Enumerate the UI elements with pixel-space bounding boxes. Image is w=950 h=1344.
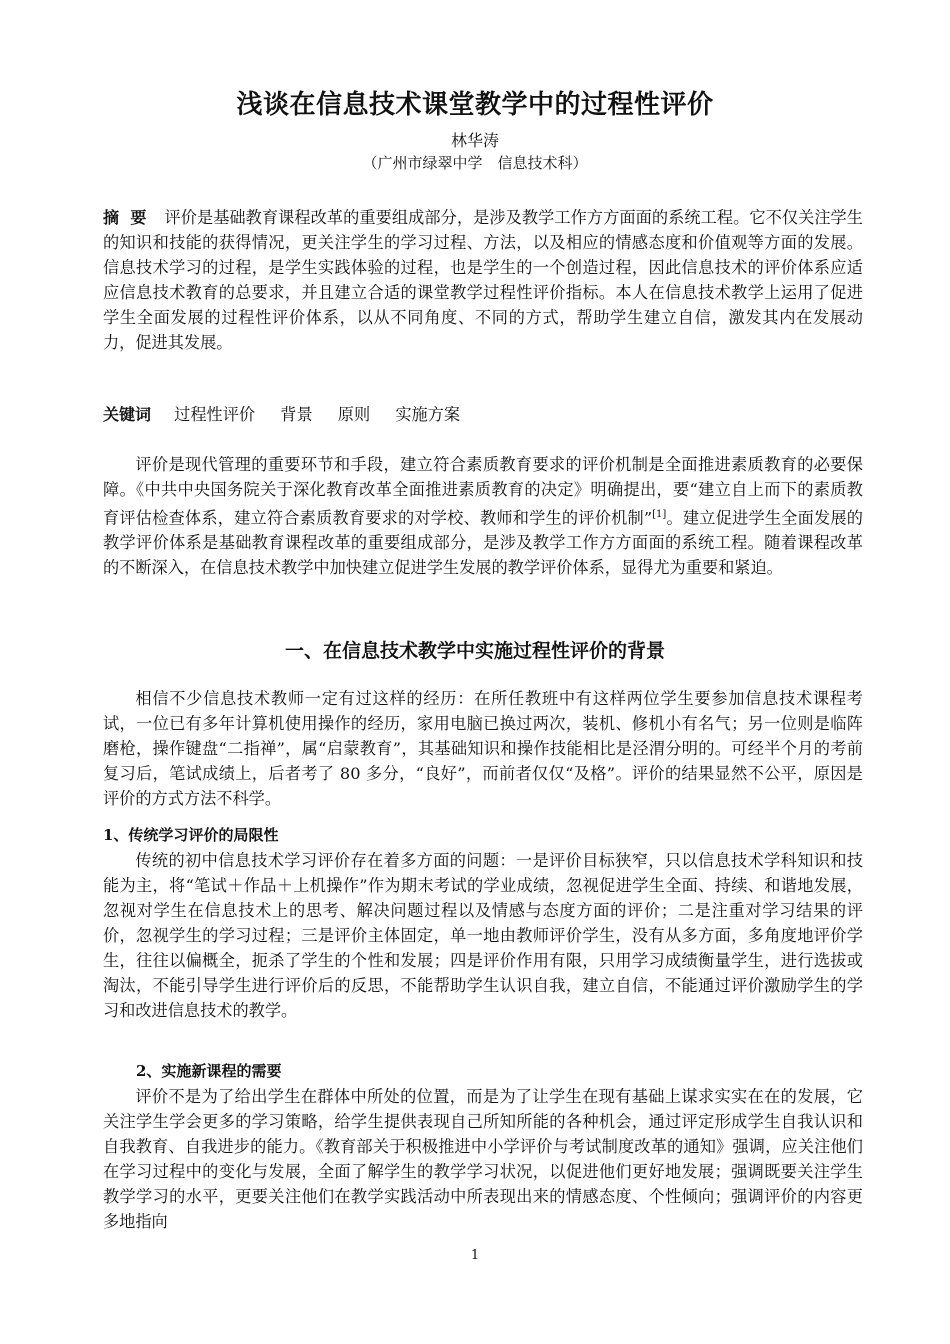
page-number: 1 xyxy=(470,1248,480,1263)
abstract-text: 评价是基础教育课程改革的重要组成部分，是涉及教学工作方方面面的系统工程。它不仅关注学生的知识和技能的获得情况，更关注学生的学习过程、方法，以及相应的情感态度和价值观等方面的发展。信息技术学习的过程，是学生实践体验的过程，也是学生的一个创造过程，因此信息技术的评价体系应适应信息技术教育的总要求，并且建立合适的课堂教学过程性评价指标。本人在信息技术教学上运用了促进学生全面发展的过程性评价体系，以从不同角度、不同的方式，帮助学生建立自信，激发其内在发展动力，促进其发展。 xyxy=(103,208,863,352)
keyword-item: 实施方案 xyxy=(395,405,461,424)
section-paragraph: 相信不少信息技术教师一定有过这样的经历：在所任教班中有这样两位学生要参加信息技术课程考试，一位已有多年计算机使用操作的经历，家用电脑已换过两次，装机、修机小有名气；另一位则是临阵磨枪，操作键盘“二指禅”，属“启蒙教育”，其基础知识和操作技能相比是泾渭分明的。可经半个月的考前复习后，笔试成绩上，后者考了 80 多分，“良好”，而前者仅仅“及格”。评价的结果显然不公平，原因是评价的方式方法不科学。 xyxy=(103,689,863,808)
keyword-item: 背景 xyxy=(280,405,313,424)
section-heading: 一、在信息技术教学中实施过程性评价的背景 xyxy=(284,640,665,662)
abstract-label: 摘 要 xyxy=(103,208,147,227)
page-title: 浅谈在信息技术课堂教学中的过程性评价 xyxy=(236,90,714,120)
citation-ref: [1] xyxy=(652,509,667,520)
author-name: 林华涛 xyxy=(450,131,499,150)
subsection-paragraph: 传统的初中信息技术学习评价存在着多方面的问题：一是评价目标狭窄，只以信息技术学科知识和技能为主，将“笔试＋作品＋上机操作”作为期末考试的学业成绩，忽视促进学生全面、持续、和谐地发展，忽视对学生在信息技术上的思考、解决问题过程以及情感与态度方面的评价；二是注重对学习结果的评价，忽视学生的学习过程；三是评价主体固定，单一地由教师评价学生，没有从多方面，多角度地评价学生，往往以偏概全，扼杀了学生的个性和发展；四是评价作用有限，只用学习成绩衡量学生，进行选拔或淘汰，不能引导学生进行评价后的反思，不能帮助学生认识自我，建立自信，不能通过评价激励学生的学习和改进信息技术的教学。 xyxy=(103,851,863,1020)
subsection-heading: 2、实施新课程的需要 xyxy=(136,1062,282,1080)
author-affiliation: （广州市绿翠中学 信息技术科） xyxy=(362,154,588,172)
subsection-heading: 1、传统学习评价的局限性 xyxy=(103,826,279,844)
abstract-section xyxy=(103,205,863,355)
subsection-paragraph: 评价不是为了给出学生在群体中所处的位置，而是为了让学生在现有基础上谋求实实在在的发展，它关注学生学会更多的学习策略，给学生提供表现自己所知所能的各种机会，通过评定形成学生自我认识和自我教育、自我进步的能力。《教育部关于积极推进中小学评价与考试制度改革的通知》强调，应关注他们在学习过程中的变化与发展，全面了解学生的教学学习状况，以促进他们更好地发展；强调既要关注学生教学学习的水平，更要关注他们在教学实践活动中所表现出来的情感态度、个性倾向；强调评价的内容更多地指向 xyxy=(103,1087,863,1231)
keywords-label: 关键词 xyxy=(103,405,152,424)
keywords-section xyxy=(103,402,863,427)
intro-text-part2: 。建立促进学生全面发展的教学评价体系是基础教育课程改革的重要组成部分，是涉及教学工作方方面面的系统工程。随着课程改革的不断深入，在信息技术教学中加快建立促进学生发展的教学评价体系，显得尤为重要和紧迫。 xyxy=(103,508,863,578)
keyword-item: 原则 xyxy=(337,405,371,424)
intro-paragraph xyxy=(103,452,863,580)
intro-text-part1: 评价是现代管理的重要环节和手段，建立符合素质教育要求的评价机制是全面推进素质教育的必要保障。《中共中央国务院关于深化教育改革全面推进素质教育的决定》明确提出，要“建立自上而下的素质教育评估检查体系，建立符合素质教育要求的对学校、教师和学生的评价机制” xyxy=(103,455,863,528)
keyword-item: 过程性评价 xyxy=(174,405,256,424)
